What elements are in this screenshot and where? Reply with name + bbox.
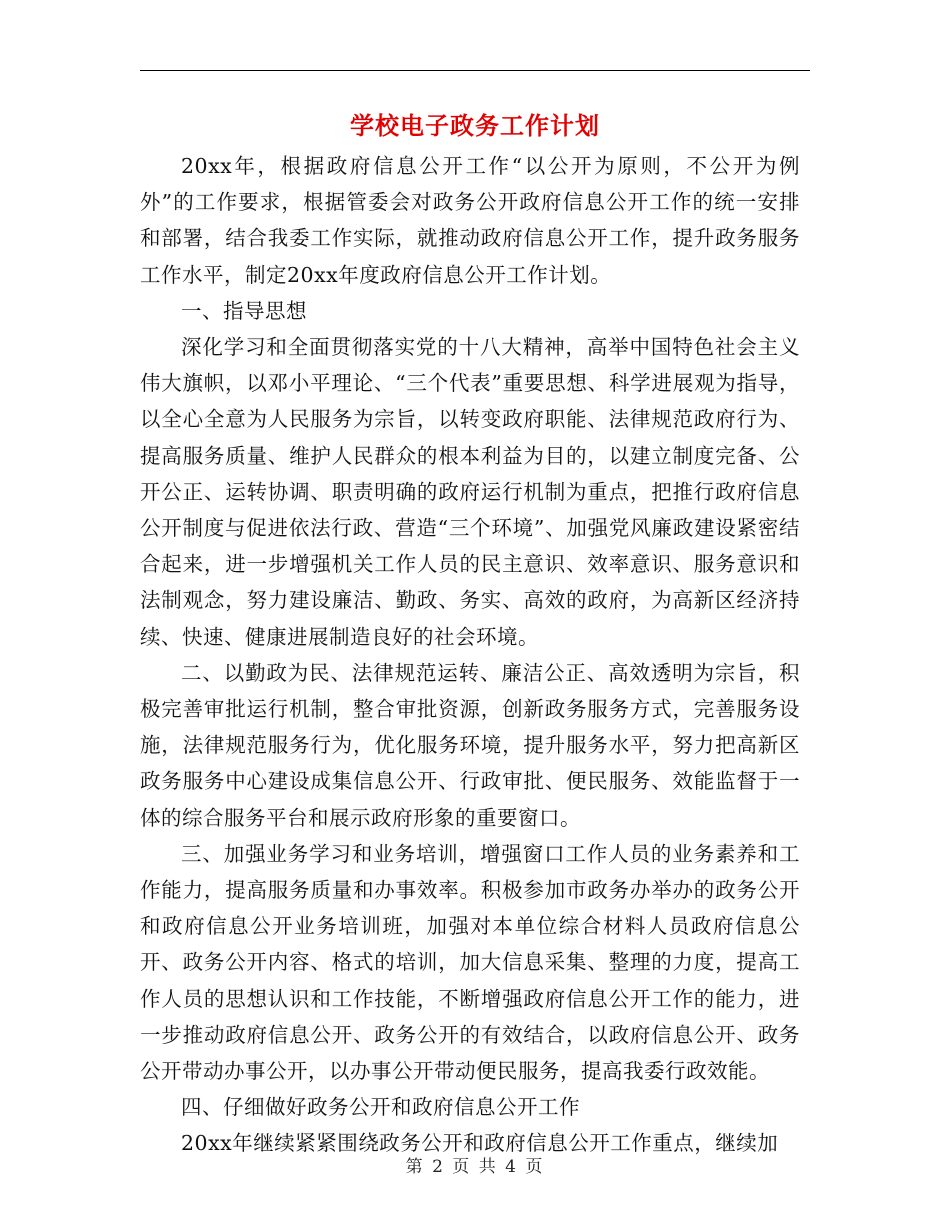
heading-guiding-ideology: 一、指导思想 — [181, 298, 307, 323]
heading-section-four: 四、仔细做好政务公开和政府信息公开工作 — [181, 1095, 580, 1120]
paragraph-section-four: 20xx年继续紧紧围绕政务公开和政府信息公开工作重点，继续加 — [181, 1131, 779, 1156]
paragraph-section-three: 三、加强业务学习和业务培训，增强窗口工作人员的业务素养和工作能力，提高服务质量和办事效率。积极参加市政务办举办的政务公开和政府信息公开业务培训班，加强对本单位综合材料人员政府信息公开、政务公开内容、格式的培训，加大信息采集、整理的力度，提高工作人员的思想认识和工作技能，不断增强政府信息公开工作的能力，进一步推动政府信息公开、政务公开的有效结合，以政府信息公开、政务公开带动办事公开，以办事公开带动便民服务，提高我委行政效能。 — [140, 841, 800, 1084]
page-number-footer: 第 2 页 共 4 页 — [405, 1157, 545, 1177]
paragraph-intro: 20xx年，根据政府信息公开工作“以公开为原则，不公开为例外”的工作要求，根据管委会对政务公开政府信息公开工作的统一安排和部署，结合我委工作实际，就推动政府信息公开工作，提升政务服务工作水平，制定20xx年度政府信息公开工作计划。 — [140, 154, 800, 287]
header-rule — [140, 70, 810, 71]
document-title: 学校电子政务工作计划 — [350, 111, 600, 140]
document-body — [140, 148, 800, 1162]
paragraph-section-two: 二、以勤政为民、法律规范运转、廉洁公正、高效透明为宗旨，积极完善审批运行机制，整合审批资源，创新政务服务方式，完善服务设施，法律规范服务行为，优化服务环境，提升服务水平，努力把高新区政务服务中心建设成集信息公开、行政审批、便民服务、效能监督于一体的综合服务平台和展示政府形象的重要窗口。 — [140, 660, 800, 830]
paragraph-guiding-ideology: 深化学习和全面贯彻落实党的十八大精神，高举中国特色社会主义伟大旗帜，以邓小平理论、“三个代表”重要思想、科学进展观为指导，以全心全意为人民服务为宗旨，以转变政府职能、法律规范政府行为、提高服务质量、维护人民群众的根本利益为目的，以建立制度完备、公开公正、运转协调、职责明确的政府运行机制为重点，把推行政府信息公开制度与促进依法行政、营造“三个环境”、加强党风廉政建设紧密结合起来，进一步增强机关工作人员的民主意识、效率意识、服务意识和法制观念，努力建设廉洁、勤政、务实、高效的政府，为高新区经济持续、快速、健康进展制造良好的社会环境。 — [140, 335, 800, 649]
